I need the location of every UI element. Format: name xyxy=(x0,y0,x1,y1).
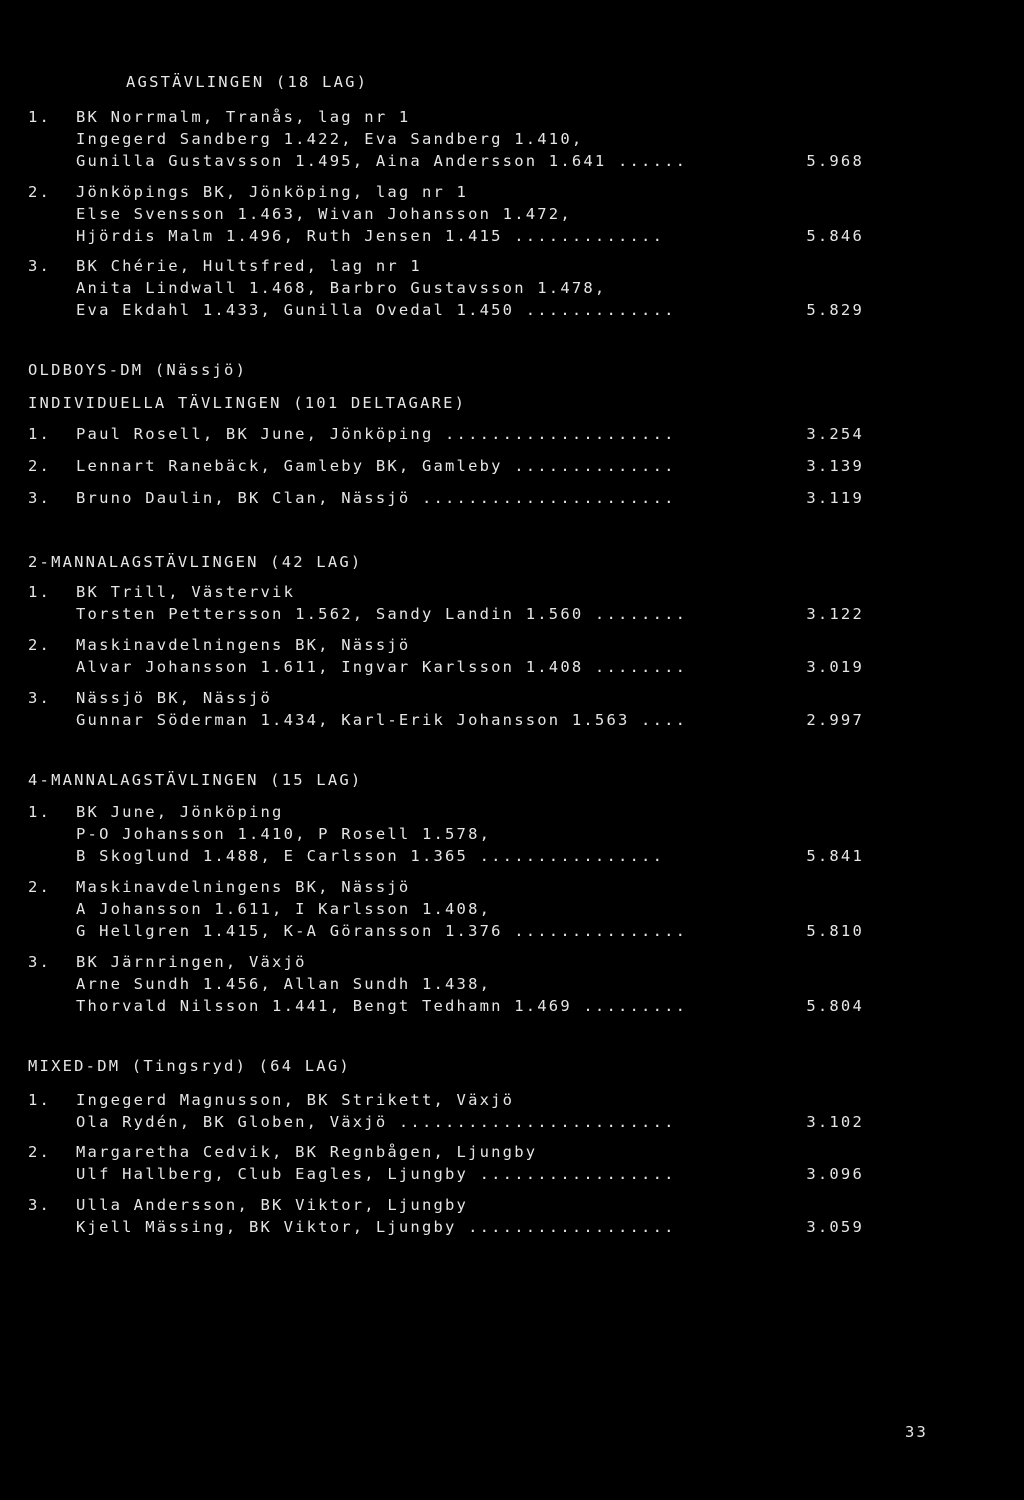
entry-line: Lennart Ranebäck, Gamleby BK, Gamleby .............. xyxy=(76,457,676,475)
entry-line: Else Svensson 1.463, Wivan Johansson 1.472, xyxy=(76,205,572,223)
entry-line: Maskinavdelningens BK, Nässjö xyxy=(76,878,411,896)
section-heading: 2-MANNALAGSTÄVLINGEN (42 LAG) xyxy=(28,553,363,571)
entry-line: Bruno Daulin, BK Clan, Nässjö ...................... xyxy=(76,489,676,507)
entry-line: BK Trill, Västervik xyxy=(76,583,296,601)
placement-number: 1. xyxy=(28,583,52,601)
placement-number: 2. xyxy=(28,878,52,896)
entry-line: Maskinavdelningens BK, Nässjö xyxy=(76,636,411,654)
section-subheading: INDIVIDUELLA TÄVLINGEN (101 DELTAGARE) xyxy=(28,394,467,412)
entry-line: Eva Ekdahl 1.433, Gunilla Ovedal 1.450 ............. xyxy=(76,301,676,319)
entry-line: Kjell Mässing, BK Viktor, Ljungby .................. xyxy=(76,1218,676,1236)
placement-number: 3. xyxy=(28,689,52,707)
entry-line: BK Chérie, Hultsfred, lag nr 1 xyxy=(76,257,422,275)
entry-line: Anita Lindwall 1.468, Barbro Gustavsson 1.478, xyxy=(76,279,607,297)
entry-line: Ola Rydén, BK Globen, Växjö ........................ xyxy=(76,1113,676,1131)
placement-number: 2. xyxy=(28,636,52,654)
entry-line: Paul Rosell, BK June, Jönköping .................... xyxy=(76,425,676,443)
entry-line: BK Järnringen, Växjö xyxy=(76,953,307,971)
entry-line: Ulla Andersson, BK Viktor, Ljungby xyxy=(76,1196,469,1214)
score: 3.119 xyxy=(806,489,864,507)
placement-number: 2. xyxy=(28,457,52,475)
placement-number: 1. xyxy=(28,1091,52,1109)
entry-line: Margaretha Cedvik, BK Regnbågen, Ljungby xyxy=(76,1143,538,1161)
score: 3.139 xyxy=(806,457,864,475)
entry-line: Hjördis Malm 1.496, Ruth Jensen 1.415 ............. xyxy=(76,227,665,245)
entry-line: Arne Sundh 1.456, Allan Sundh 1.438, xyxy=(76,975,492,993)
score: 5.829 xyxy=(806,301,864,319)
entry-line: B Skoglund 1.488, E Carlsson 1.365 ................ xyxy=(76,847,665,865)
placement-number: 2. xyxy=(28,1143,52,1161)
entry-line: BK June, Jönköping xyxy=(76,803,284,821)
entry-line: Alvar Johansson 1.611, Ingvar Karlsson 1.408 ........ xyxy=(76,658,688,676)
score: 5.810 xyxy=(806,922,864,940)
section-heading: MIXED-DM (Tingsryd) (64 LAG) xyxy=(28,1057,351,1075)
entry-line: G Hellgren 1.415, K-A Göransson 1.376 ............... xyxy=(76,922,688,940)
entry-line: BK Norrmalm, Tranås, lag nr 1 xyxy=(76,108,411,126)
placement-number: 2. xyxy=(28,183,52,201)
score: 3.096 xyxy=(806,1165,864,1183)
section-heading: 4-MANNALAGSTÄVLINGEN (15 LAG) xyxy=(28,771,363,789)
entry-line: Ingegerd Sandberg 1.422, Eva Sandberg 1.410, xyxy=(76,130,584,148)
score: 3.254 xyxy=(806,425,864,443)
score: 2.997 xyxy=(806,711,864,729)
score: 3.059 xyxy=(806,1218,864,1236)
score: 3.122 xyxy=(806,605,864,623)
score: 5.846 xyxy=(806,227,864,245)
entry-line: Ingegerd Magnusson, BK Strikett, Växjö xyxy=(76,1091,515,1109)
entry-line: A Johansson 1.611, I Karlsson 1.408, xyxy=(76,900,492,918)
section-heading: OLDBOYS-DM (Nässjö) xyxy=(28,361,248,379)
entry-line: Gunilla Gustavsson 1.495, Aina Andersson 1.641 ...... xyxy=(76,152,688,170)
placement-number: 3. xyxy=(28,489,52,507)
score: 5.841 xyxy=(806,847,864,865)
placement-number: 1. xyxy=(28,803,52,821)
placement-number: 3. xyxy=(28,257,52,275)
entry-line: Gunnar Söderman 1.434, Karl-Erik Johansson 1.563 .... xyxy=(76,711,688,729)
score: 5.968 xyxy=(806,152,864,170)
score: 5.804 xyxy=(806,997,864,1015)
placement-number: 3. xyxy=(28,953,52,971)
placement-number: 1. xyxy=(28,425,52,443)
entry-line: Torsten Pettersson 1.562, Sandy Landin 1.560 ........ xyxy=(76,605,688,623)
score: 3.102 xyxy=(806,1113,864,1131)
entry-line: Nässjö BK, Nässjö xyxy=(76,689,273,707)
entry-line: Ulf Hallberg, Club Eagles, Ljungby ................. xyxy=(76,1165,676,1183)
entry-line: P-O Johansson 1.410, P Rosell 1.578, xyxy=(76,825,492,843)
page-number: 33 xyxy=(905,1423,929,1441)
placement-number: 3. xyxy=(28,1196,52,1214)
section-heading: AGSTÄVLINGEN (18 LAG) xyxy=(126,73,369,91)
entry-line: Jönköpings BK, Jönköping, lag nr 1 xyxy=(76,183,469,201)
placement-number: 1. xyxy=(28,108,52,126)
entry-line: Thorvald Nilsson 1.441, Bengt Tedhamn 1.469 ......... xyxy=(76,997,688,1015)
score: 3.019 xyxy=(806,658,864,676)
